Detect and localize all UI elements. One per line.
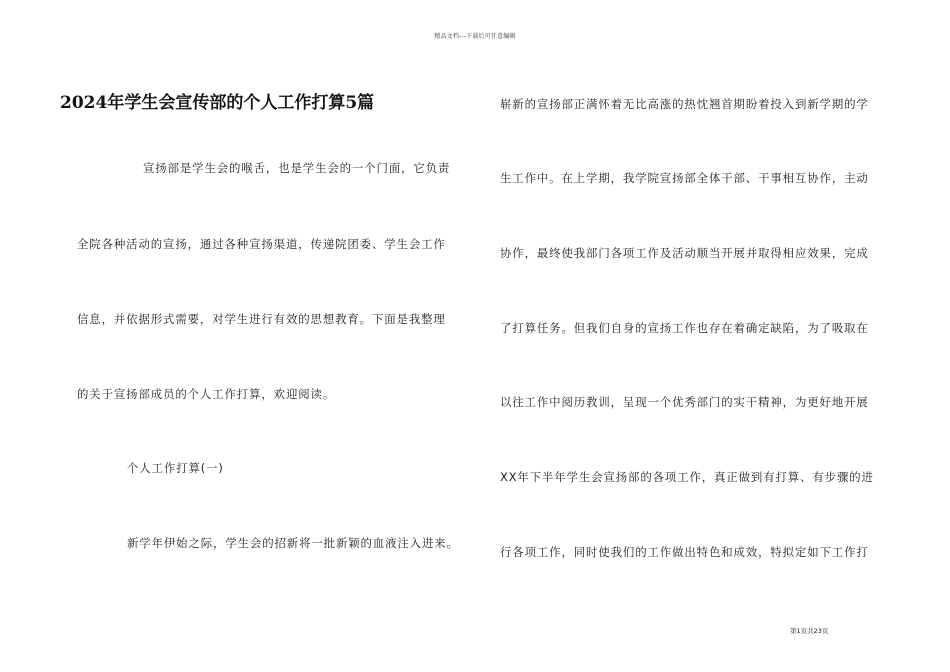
header-note: 精品文档---下载后可任意编辑: [434, 33, 516, 40]
left-paragraph-line: 新学年伊始之际，学生会的招新将一批新颖的血液注入进来。: [127, 536, 459, 550]
right-paragraph-line: 以往工作中阅历教训，呈现一个优秀部门的实干精神，为更好地开展: [500, 395, 869, 409]
section-heading: 个人工作打算(一): [127, 461, 224, 475]
document-title: 2024年学生会宣传部的个人工作打算5篇: [60, 93, 375, 113]
right-paragraph-line: 生工作中。在上学期，我学院宣扬部全体干部、干事相互协作，主动: [500, 171, 869, 185]
right-paragraph-line: 协作，最终使我部门各项工作及活动顺当开展并取得相应效果，完成: [500, 246, 869, 260]
left-paragraph-line: 全院各种活动的宣扬，通过各种宣扬渠道，传递院团委、学生会工作: [77, 237, 446, 251]
left-paragraph-line: 宣扬部是学生会的喉舌，也是学生会的一个门面，它负责: [143, 161, 451, 175]
right-paragraph-line: XX年下半年学生会宣扬部的各项工作，真正做到有打算、有步骤的进: [500, 470, 874, 484]
right-paragraph-line: 了打算任务。但我们自身的宣扬工作也存在着确定缺陷，为了吸取在: [500, 321, 869, 335]
left-paragraph-line: 信息，并依据形式需要，对学生进行有效的思想教育。下面是我整理: [77, 312, 446, 326]
right-paragraph-line: 崭新的宣扬部正满怀着无比高涨的热忱翘首期盼着投入到新学期的学: [500, 97, 869, 111]
right-paragraph-line: 行各项工作，同时使我们的工作做出特色和成效，特拟定如下工作打: [500, 545, 869, 559]
left-paragraph-line: 的关于宣扬部成员的个人工作打算，欢迎阅读。: [77, 387, 336, 401]
page-number: 第1页共23页: [790, 627, 829, 635]
